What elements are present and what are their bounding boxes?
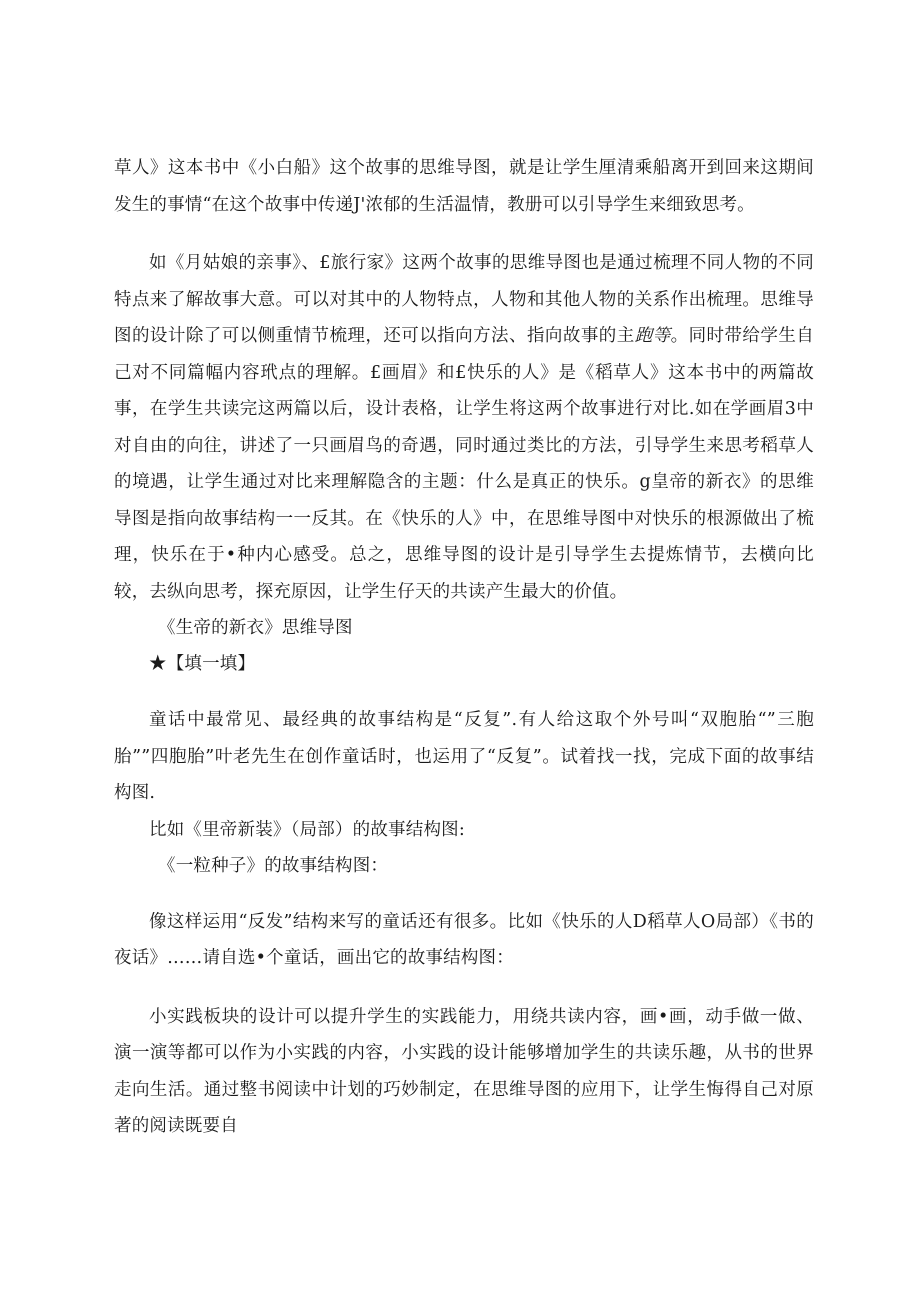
paragraph-mind-map-emphasis: 跑等 (634, 326, 671, 346)
paragraph-mind-map-design (114, 245, 814, 610)
section-heading-fill-in: ★【填一填】 (149, 654, 256, 674)
paragraph-xiaobaichuan: 草人》这本书中《小白船》这个故事的思维导图，就是让学生厘清乘船离开到回来这期间发生的事情“在这个故事中传递J'浓郁的生活温情，教册可以引导学生来细致思考。 (114, 158, 814, 215)
paragraph-repetition-structure: 童话中最常见、最经典的故事结构是“反复”.有人给这取个外号叫“双胞胎“”三胞胎””四胞胎”叶老先生在创作童话时，也运用了“反复”。试着找一找，完成下面的故事结构图. (114, 710, 814, 803)
figure-caption-seed: 《一粒种子》的故事结构图： (158, 855, 389, 876)
paragraph-mind-map-text-1: 如《月姑娘的亲事》、£旅行家》这两个故事的思维导图也是通过梳理不同人物的不同特点来了解故事大意。可以对其中的人物特点，人物和其他人物的关系作出梳理。思维导图的设计除了可以侧重情节梳理，还可以指向方法、指向故事的主 (114, 253, 814, 346)
figure-caption-emperor: 《生帝的新衣》思维导图 (158, 618, 353, 638)
paragraph-practice: 小实践板块的设计可以提升学生的实践能力，用绕共读内容，画•画，动手做一做、演一演等都可以作为小实践的内容，小实践的设计能够增加学生的共读乐趣，从书的世界走向生活。通过整书阅读中计划的巧妙制定，在思维导图的应用下，让学生悔得自己对原著的阅读既要自 (114, 1006, 814, 1136)
paragraph-mind-map-text-2: 。同时带给学生自己对不同篇幅内容玳点的理解。£画眉》和£快乐的人》是《稻草人》这本书中的两篇故事，在学生共读完这两篇以后，设计表格，让学生将这两个故事进行对比.如在学画眉3中对自由的向往，讲述了一只画眉鸟的奇遇，同时通过类比的方法，引导学生来思考稻草人的境遇，让学生通过对比来理解隐含的主题：什么是真正的快乐。g皇帝的新衣》的思维导图是指向故事结构一一反其。在《快乐的人》中，在思维导图中对快乐的根源做出了梳理，快乐在于•种内心感受。总之，思维导图的设计是引导学生去提炼情节，去横向比较，去纵向思考，探充原因，让学生仔天的共读产生最大的价值。 (114, 326, 814, 602)
document-page (114, 150, 814, 1145)
paragraph-example-structure: 比如《里帝新装》（局部）的故事结构图: (149, 819, 465, 840)
paragraph-choose-story: 像这样运用“反发”结构来写的童话还有很多。比如《快乐的人D稻草人O局部）《书的夜话》……请自选•个童话，画出它的故事结构图： (114, 911, 814, 968)
